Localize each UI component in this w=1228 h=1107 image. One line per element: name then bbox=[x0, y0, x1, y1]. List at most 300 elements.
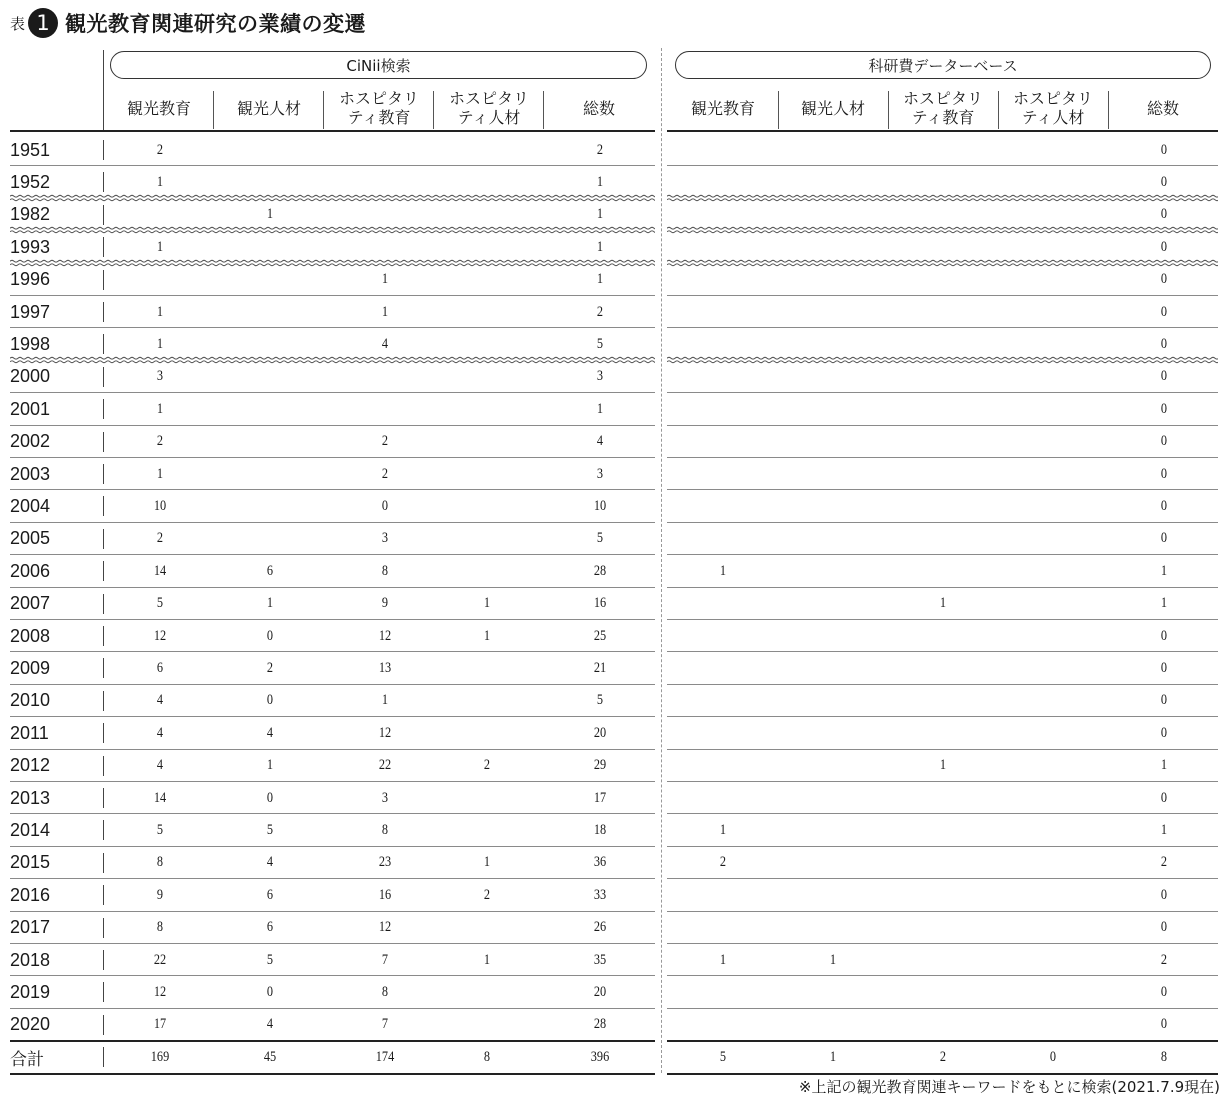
cinii-cell: 10 bbox=[593, 497, 607, 514]
cinii-cell: 4 bbox=[156, 724, 164, 741]
year-column-rule bbox=[103, 691, 104, 711]
cinii-cell: 0 bbox=[381, 497, 389, 514]
kaken-cell bbox=[1028, 1009, 1077, 1041]
header-divider bbox=[213, 91, 214, 129]
cinii-cell bbox=[360, 361, 409, 393]
year-column-rule bbox=[103, 723, 104, 743]
col-header-kaken-total: 総数 bbox=[1146, 98, 1179, 118]
year-column-rule bbox=[103, 788, 104, 808]
cinii-cell: 2 bbox=[266, 659, 274, 676]
kaken-cell bbox=[808, 523, 857, 555]
kaken-cell bbox=[918, 847, 967, 879]
cinii-cell bbox=[245, 296, 294, 328]
kaken-cell bbox=[1028, 620, 1077, 652]
kaken-cell bbox=[918, 652, 967, 684]
kaken-cell bbox=[918, 944, 967, 976]
cinii-cell: 1 bbox=[156, 335, 164, 352]
kaken-cell bbox=[698, 296, 747, 328]
cinii-cell: 1 bbox=[156, 303, 164, 320]
kaken-cell bbox=[808, 620, 857, 652]
cinii-cell: 5 bbox=[156, 821, 164, 838]
cinii-cell: 4 bbox=[156, 692, 164, 709]
year-column-rule bbox=[103, 367, 104, 387]
row-year: 2018 bbox=[10, 949, 51, 970]
row-year: 2004 bbox=[10, 495, 51, 516]
kaken-cell bbox=[698, 620, 747, 652]
header-divider bbox=[1108, 91, 1109, 129]
year-column-rule bbox=[103, 432, 104, 452]
cinii-cell: 8 bbox=[381, 983, 389, 1000]
year-column-rule bbox=[103, 172, 104, 192]
kaken-cell: 0 bbox=[1160, 141, 1168, 158]
cinii-cell bbox=[462, 912, 511, 944]
kaken-cell: 0 bbox=[1160, 465, 1168, 482]
footnote: ※上記の観光教育関連キーワードをもとに検索(2021.7.9現在) bbox=[798, 1078, 1220, 1096]
kaken-cell bbox=[808, 1009, 857, 1041]
cinii-cell bbox=[462, 555, 511, 587]
year-column-rule bbox=[103, 853, 104, 873]
row-year: 2008 bbox=[10, 625, 51, 646]
table-bottom-rule-left bbox=[10, 1073, 655, 1075]
kaken-cell bbox=[918, 976, 967, 1008]
row-year: 2013 bbox=[10, 787, 51, 808]
year-column-rule bbox=[103, 756, 104, 776]
year-column-rule bbox=[103, 918, 104, 938]
cinii-cell: 1 bbox=[156, 400, 164, 417]
kaken-cell bbox=[918, 134, 967, 166]
cinii-cell: 1 bbox=[381, 303, 389, 320]
cinii-cell: 0 bbox=[266, 983, 274, 1000]
kaken-cell bbox=[698, 879, 747, 911]
cinii-cell: 29 bbox=[593, 757, 607, 774]
year-column-rule bbox=[103, 140, 104, 160]
cinii-cell: 9 bbox=[156, 886, 164, 903]
cinii-cell: 10 bbox=[153, 497, 167, 514]
kaken-cell bbox=[918, 555, 967, 587]
group-header-cinii: CiNii検索 bbox=[110, 51, 647, 79]
year-column-rule bbox=[103, 594, 104, 614]
year-column-rule bbox=[103, 1047, 104, 1067]
total-label: 合計 bbox=[10, 1049, 44, 1070]
table-row bbox=[0, 944, 1228, 976]
table-row bbox=[0, 814, 1228, 846]
kaken-cell: 2 bbox=[1160, 854, 1168, 871]
kaken-cell bbox=[808, 426, 857, 458]
row-year: 2019 bbox=[10, 981, 51, 1002]
kaken-cell: 2 bbox=[1160, 951, 1168, 968]
cinii-cell bbox=[462, 1009, 511, 1041]
cinii-cell bbox=[462, 426, 511, 458]
table-row bbox=[0, 296, 1228, 328]
kaken-cell bbox=[698, 426, 747, 458]
kaken-cell: 2 bbox=[939, 1048, 947, 1065]
kaken-cell bbox=[1028, 555, 1077, 587]
kaken-cell: 1 bbox=[1160, 821, 1168, 838]
col-header-kaken-hospitality-jinzai: ホスピタリ ティ人材 bbox=[1012, 89, 1093, 127]
cinii-cell bbox=[462, 458, 511, 490]
kaken-cell bbox=[918, 361, 967, 393]
kaken-cell bbox=[1028, 879, 1077, 911]
table-row bbox=[0, 555, 1228, 587]
cinii-cell: 5 bbox=[596, 335, 604, 352]
kaken-cell bbox=[1028, 944, 1077, 976]
kaken-cell bbox=[698, 134, 747, 166]
kaken-cell: 0 bbox=[1160, 1016, 1168, 1033]
cinii-cell: 4 bbox=[381, 335, 389, 352]
cinii-cell: 2 bbox=[483, 886, 491, 903]
table-row bbox=[0, 458, 1228, 490]
cinii-cell bbox=[462, 361, 511, 393]
cinii-cell: 2 bbox=[483, 757, 491, 774]
kaken-cell bbox=[698, 523, 747, 555]
table-row bbox=[0, 976, 1228, 1008]
table-row bbox=[0, 523, 1228, 555]
row-year: 2020 bbox=[10, 1014, 51, 1035]
kaken-cell bbox=[918, 782, 967, 814]
kaken-cell bbox=[698, 652, 747, 684]
cinii-cell bbox=[245, 361, 294, 393]
table-row bbox=[0, 717, 1228, 749]
row-year: 1996 bbox=[10, 269, 51, 290]
row-year: 2009 bbox=[10, 657, 51, 678]
kaken-cell bbox=[808, 361, 857, 393]
row-year: 2002 bbox=[10, 431, 51, 452]
kaken-cell: 1 bbox=[1160, 757, 1168, 774]
cinii-cell: 0 bbox=[266, 789, 274, 806]
kaken-cell bbox=[808, 814, 857, 846]
cinii-cell: 20 bbox=[593, 724, 607, 741]
cinii-cell: 20 bbox=[593, 983, 607, 1000]
kaken-cell: 0 bbox=[1160, 692, 1168, 709]
kaken-cell: 0 bbox=[1160, 497, 1168, 514]
kaken-cell bbox=[1028, 361, 1077, 393]
cinii-cell: 2 bbox=[156, 530, 164, 547]
kaken-cell bbox=[698, 588, 747, 620]
cinii-cell: 8 bbox=[483, 1048, 491, 1065]
table-row bbox=[0, 490, 1228, 522]
table-title bbox=[10, 6, 366, 40]
kaken-cell: 0 bbox=[1160, 919, 1168, 936]
cinii-cell bbox=[245, 523, 294, 555]
year-column-rule bbox=[103, 205, 104, 225]
kaken-cell bbox=[698, 976, 747, 1008]
col-header-cinii-kanko-kyoiku: 観光教育 bbox=[126, 98, 191, 118]
cinii-cell: 2 bbox=[381, 465, 389, 482]
row-year: 2017 bbox=[10, 917, 51, 938]
col-header-kaken-kanko-jinzai: 観光人材 bbox=[800, 98, 865, 118]
year-column-rule bbox=[103, 820, 104, 840]
cinii-cell bbox=[245, 426, 294, 458]
cinii-cell: 1 bbox=[156, 465, 164, 482]
cinii-cell: 4 bbox=[596, 433, 604, 450]
table-row bbox=[0, 685, 1228, 717]
cinii-cell: 3 bbox=[381, 789, 389, 806]
group-header-kaken: 科研費データーベース bbox=[675, 51, 1211, 79]
row-year: 2007 bbox=[10, 593, 51, 614]
year-column-rule bbox=[103, 496, 104, 516]
cinii-cell bbox=[245, 490, 294, 522]
row-year: 1998 bbox=[10, 333, 51, 354]
table-row bbox=[0, 426, 1228, 458]
year-column-rule bbox=[103, 1015, 104, 1035]
kaken-cell bbox=[1028, 426, 1077, 458]
kaken-cell bbox=[1028, 264, 1077, 296]
cinii-cell bbox=[462, 814, 511, 846]
row-year: 2015 bbox=[10, 852, 51, 873]
row-year: 2016 bbox=[10, 884, 51, 905]
col-header-kaken-kanko-kyoiku: 観光教育 bbox=[690, 98, 755, 118]
cinii-cell: 1 bbox=[381, 271, 389, 288]
cinii-cell: 4 bbox=[266, 854, 274, 871]
cinii-cell: 1 bbox=[483, 854, 491, 871]
kaken-cell bbox=[808, 717, 857, 749]
cinii-cell: 12 bbox=[153, 983, 167, 1000]
kaken-cell: 1 bbox=[1160, 595, 1168, 612]
cinii-cell: 0 bbox=[266, 627, 274, 644]
kaken-cell bbox=[808, 976, 857, 1008]
kaken-cell bbox=[698, 264, 747, 296]
row-year: 2014 bbox=[10, 819, 51, 840]
cinii-cell bbox=[245, 458, 294, 490]
cinii-cell: 3 bbox=[596, 368, 604, 385]
table-row bbox=[0, 361, 1228, 393]
table-row bbox=[0, 782, 1228, 814]
table-row bbox=[0, 1009, 1228, 1041]
kaken-cell bbox=[698, 685, 747, 717]
kaken-cell bbox=[698, 912, 747, 944]
cinii-cell: 14 bbox=[153, 789, 167, 806]
row-year: 2000 bbox=[10, 366, 51, 387]
kaken-cell: 1 bbox=[939, 595, 947, 612]
kaken-cell bbox=[808, 393, 857, 425]
kaken-cell: 0 bbox=[1160, 271, 1168, 288]
kaken-cell bbox=[698, 490, 747, 522]
cinii-cell: 6 bbox=[266, 562, 274, 579]
header-divider bbox=[998, 91, 999, 129]
year-column-rule bbox=[103, 885, 104, 905]
cinii-cell: 174 bbox=[375, 1048, 395, 1065]
cinii-cell: 22 bbox=[153, 951, 167, 968]
cinii-cell: 8 bbox=[156, 854, 164, 871]
cinii-cell bbox=[360, 134, 409, 166]
header-bottom-rule-left bbox=[10, 130, 655, 132]
kaken-cell bbox=[918, 490, 967, 522]
table-bottom-rule-right bbox=[667, 1073, 1218, 1075]
kaken-cell bbox=[918, 912, 967, 944]
header-divider bbox=[778, 91, 779, 129]
kaken-cell bbox=[918, 717, 967, 749]
kaken-cell bbox=[808, 264, 857, 296]
col-header-cinii-total: 総数 bbox=[582, 98, 615, 118]
kaken-cell: 0 bbox=[1160, 627, 1168, 644]
year-column-rule bbox=[103, 626, 104, 646]
kaken-cell bbox=[808, 555, 857, 587]
kaken-cell bbox=[918, 296, 967, 328]
kaken-cell bbox=[808, 879, 857, 911]
kaken-cell bbox=[1028, 717, 1077, 749]
year-column-rule bbox=[103, 302, 104, 322]
kaken-cell bbox=[698, 1009, 747, 1041]
cinii-cell: 1 bbox=[156, 238, 164, 255]
cinii-cell bbox=[462, 782, 511, 814]
kaken-cell bbox=[1028, 782, 1077, 814]
cinii-cell bbox=[245, 264, 294, 296]
cinii-cell: 17 bbox=[593, 789, 607, 806]
cinii-cell: 13 bbox=[378, 659, 392, 676]
table-row bbox=[0, 879, 1228, 911]
year-column-rule bbox=[103, 529, 104, 549]
kaken-cell: 0 bbox=[1160, 303, 1168, 320]
cinii-cell bbox=[462, 685, 511, 717]
cinii-cell: 36 bbox=[593, 854, 607, 871]
kaken-cell: 0 bbox=[1160, 659, 1168, 676]
kaken-cell: 1 bbox=[719, 562, 727, 579]
cinii-cell: 1 bbox=[266, 757, 274, 774]
kaken-cell bbox=[808, 847, 857, 879]
row-year: 2012 bbox=[10, 755, 51, 776]
kaken-cell: 1 bbox=[719, 951, 727, 968]
title-prefix: 表 bbox=[10, 14, 26, 33]
row-year: 2006 bbox=[10, 560, 51, 581]
header-divider bbox=[543, 91, 544, 129]
col-header-cinii-hospitality-kyoiku: ホスピタリ ティ教育 bbox=[338, 89, 419, 127]
kaken-cell: 0 bbox=[1160, 530, 1168, 547]
cinii-cell: 4 bbox=[266, 724, 274, 741]
kaken-cell bbox=[808, 490, 857, 522]
cinii-cell: 3 bbox=[381, 530, 389, 547]
cinii-cell bbox=[245, 393, 294, 425]
cinii-cell bbox=[462, 523, 511, 555]
title-text: 観光教育関連研究の業績の変遷 bbox=[65, 12, 367, 36]
cinii-cell: 3 bbox=[156, 368, 164, 385]
cinii-cell: 12 bbox=[378, 724, 392, 741]
cinii-cell: 1 bbox=[483, 595, 491, 612]
cinii-cell: 0 bbox=[266, 692, 274, 709]
kaken-cell: 0 bbox=[1160, 335, 1168, 352]
cinii-cell: 5 bbox=[596, 530, 604, 547]
cinii-cell: 2 bbox=[381, 433, 389, 450]
cinii-cell: 6 bbox=[266, 886, 274, 903]
year-column-rule bbox=[103, 658, 104, 678]
year-column-rule bbox=[103, 982, 104, 1002]
table-row bbox=[0, 393, 1228, 425]
kaken-cell bbox=[1028, 652, 1077, 684]
cinii-cell: 9 bbox=[381, 595, 389, 612]
cinii-cell: 12 bbox=[153, 627, 167, 644]
col-header-cinii-kanko-jinzai: 観光人材 bbox=[236, 98, 301, 118]
row-year: 1982 bbox=[10, 204, 51, 225]
table-row bbox=[0, 847, 1228, 879]
cinii-cell bbox=[462, 296, 511, 328]
kaken-cell bbox=[698, 750, 747, 782]
kaken-cell bbox=[808, 134, 857, 166]
cinii-cell bbox=[245, 134, 294, 166]
kaken-cell: 0 bbox=[1160, 433, 1168, 450]
kaken-cell bbox=[918, 458, 967, 490]
kaken-cell bbox=[1028, 685, 1077, 717]
cinii-cell: 5 bbox=[596, 692, 604, 709]
table-row bbox=[0, 134, 1228, 166]
cinii-cell: 28 bbox=[593, 562, 607, 579]
year-column-rule bbox=[103, 270, 104, 290]
cinii-cell: 8 bbox=[156, 919, 164, 936]
kaken-cell bbox=[918, 264, 967, 296]
cinii-cell: 5 bbox=[266, 951, 274, 968]
cinii-cell: 14 bbox=[153, 562, 167, 579]
row-year: 1993 bbox=[10, 236, 51, 257]
kaken-cell bbox=[698, 782, 747, 814]
kaken-cell bbox=[1028, 490, 1077, 522]
kaken-cell bbox=[1028, 814, 1077, 846]
kaken-cell: 1 bbox=[719, 821, 727, 838]
cinii-cell: 16 bbox=[378, 886, 392, 903]
cinii-cell: 12 bbox=[378, 627, 392, 644]
cinii-cell bbox=[462, 134, 511, 166]
header-bottom-rule-right bbox=[667, 130, 1218, 132]
kaken-cell bbox=[808, 912, 857, 944]
kaken-cell bbox=[808, 652, 857, 684]
cinii-cell: 4 bbox=[156, 757, 164, 774]
cinii-cell: 5 bbox=[266, 821, 274, 838]
cinii-cell: 2 bbox=[156, 141, 164, 158]
cinii-cell bbox=[462, 393, 511, 425]
kaken-cell: 1 bbox=[939, 757, 947, 774]
year-column-rule bbox=[103, 399, 104, 419]
year-column-rule bbox=[103, 237, 104, 257]
kaken-cell bbox=[918, 393, 967, 425]
cinii-cell: 2 bbox=[596, 141, 604, 158]
kaken-cell bbox=[808, 685, 857, 717]
cinii-cell bbox=[462, 652, 511, 684]
cinii-cell: 25 bbox=[593, 627, 607, 644]
kaken-cell: 0 bbox=[1160, 724, 1168, 741]
cinii-cell: 28 bbox=[593, 1016, 607, 1033]
cinii-cell: 6 bbox=[156, 659, 164, 676]
cinii-cell: 5 bbox=[156, 595, 164, 612]
cinii-cell: 12 bbox=[378, 919, 392, 936]
cinii-cell: 7 bbox=[381, 1016, 389, 1033]
cinii-cell: 17 bbox=[153, 1016, 167, 1033]
kaken-cell bbox=[1028, 750, 1077, 782]
row-year: 2001 bbox=[10, 398, 51, 419]
row-year: 1997 bbox=[10, 301, 51, 322]
kaken-cell bbox=[1028, 588, 1077, 620]
cinii-cell bbox=[462, 976, 511, 1008]
kaken-cell: 1 bbox=[829, 1048, 837, 1065]
kaken-cell bbox=[1028, 458, 1077, 490]
row-year: 2011 bbox=[10, 722, 49, 743]
kaken-cell bbox=[698, 393, 747, 425]
cinii-cell: 3 bbox=[596, 465, 604, 482]
kaken-cell bbox=[1028, 296, 1077, 328]
cinii-cell: 1 bbox=[483, 627, 491, 644]
cinii-cell: 1 bbox=[266, 206, 274, 223]
cinii-cell: 2 bbox=[596, 303, 604, 320]
kaken-cell bbox=[918, 879, 967, 911]
cinii-cell: 1 bbox=[596, 206, 604, 223]
row-year: 2010 bbox=[10, 690, 51, 711]
year-column-rule bbox=[103, 561, 104, 581]
kaken-cell: 0 bbox=[1160, 983, 1168, 1000]
cinii-cell: 7 bbox=[381, 951, 389, 968]
kaken-cell: 1 bbox=[829, 951, 837, 968]
kaken-cell bbox=[1028, 134, 1077, 166]
row-year: 2005 bbox=[10, 528, 51, 549]
cinii-cell: 169 bbox=[150, 1048, 170, 1065]
cinii-cell: 35 bbox=[593, 951, 607, 968]
kaken-cell bbox=[918, 523, 967, 555]
kaken-cell bbox=[1028, 847, 1077, 879]
